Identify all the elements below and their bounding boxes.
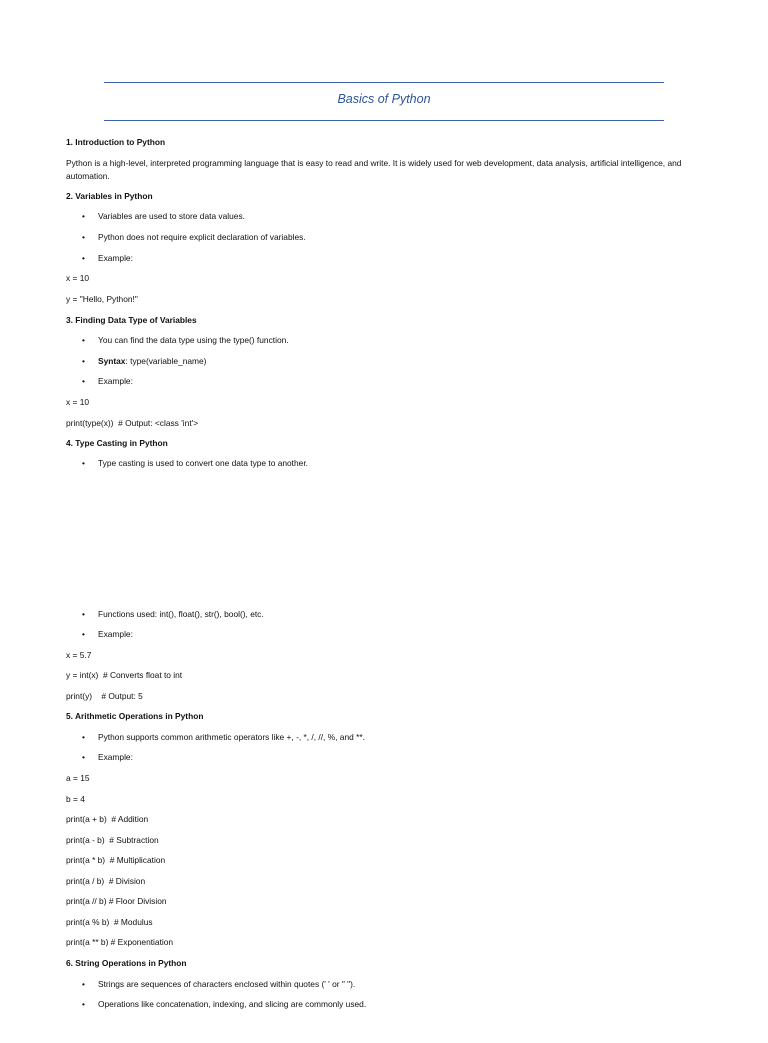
code-line: print(a / b) # Division xyxy=(66,876,146,886)
list-item-text: Operations like concatenation, indexing, and slicing are commonly used. xyxy=(98,999,367,1009)
section-1-heading: 1. Introduction to Python xyxy=(66,137,166,147)
bullet-icon: • xyxy=(82,732,85,742)
bullet-icon: • xyxy=(82,335,85,345)
list-item-text: You can find the data type using the type() function. xyxy=(98,335,289,345)
syntax-label: Syntax xyxy=(98,356,126,366)
code-line: b = 4 xyxy=(66,794,85,804)
bullet-icon: • xyxy=(82,232,85,242)
code-line: print(a // b) # Floor Division xyxy=(66,896,167,906)
list-item-text: Functions used: int(), float(), str(), bool(), etc. xyxy=(98,609,264,619)
list-item-text: Variables are used to store data values. xyxy=(98,211,245,221)
list-item-text xyxy=(98,356,206,367)
list-item-text: Example: xyxy=(98,629,133,639)
bullet-icon: • xyxy=(82,752,85,762)
bullet-icon: • xyxy=(82,211,85,221)
bullet-icon: • xyxy=(82,999,85,1009)
list-item-text: Python does not require explicit declaration of variables. xyxy=(98,232,306,242)
code-line: x = 10 xyxy=(66,397,90,407)
document-title: Basics of Python xyxy=(337,92,431,106)
section-1-paragraph: Python is a high-level, interpreted programming language that is easy to read and write. It is widely used for web development, data analysis, artificial intelligence, and automation. xyxy=(66,158,682,181)
bullet-icon: • xyxy=(82,356,85,366)
code-line: x = 5.7 xyxy=(66,650,92,660)
code-line: a = 15 xyxy=(66,773,90,783)
list-item-text: Python supports common arithmetic operators like +, -, *, /, //, %, and **. xyxy=(98,732,365,742)
code-line: print(a ** b) # Exponentiation xyxy=(66,937,174,947)
code-line: print(a * b) # Multiplication xyxy=(66,855,166,865)
code-line: print(a + b) # Addition xyxy=(66,814,149,824)
bullet-icon: • xyxy=(82,629,85,639)
section-6-heading: 6. String Operations in Python xyxy=(66,958,187,968)
code-line: x = 10 xyxy=(66,273,90,283)
bullet-icon: • xyxy=(82,253,85,263)
code-line: print(type(x)) # Output: <class 'int'> xyxy=(66,418,199,428)
syntax-text: : type(variable_name) xyxy=(125,356,207,366)
list-item-text: Example: xyxy=(98,253,133,263)
list-item xyxy=(82,458,308,502)
list-item-text: Strings are sequences of characters enclosed within quotes (' ' or " "). xyxy=(98,979,356,989)
title-bottom-rule xyxy=(104,120,664,121)
list-item-text: Example: xyxy=(98,752,133,762)
section-5-heading: 5. Arithmetic Operations in Python xyxy=(66,711,204,721)
code-line: print(a - b) # Subtraction xyxy=(66,835,159,845)
bullet-icon: • xyxy=(82,376,85,386)
list-item-text: Example: xyxy=(98,376,133,386)
bullet-icon: • xyxy=(82,979,85,989)
code-line: print(a % b) # Modulus xyxy=(66,917,153,927)
code-line: y = int(x) # Converts float to int xyxy=(66,670,183,680)
list-item xyxy=(82,999,367,1043)
bullet-icon: • xyxy=(82,458,85,468)
code-line: y = "Hello, Python!" xyxy=(66,294,138,304)
title-top-rule xyxy=(104,82,664,83)
list-item-text: Type casting is used to convert one data type to another. xyxy=(98,458,308,468)
section-3-heading: 3. Finding Data Type of Variables xyxy=(66,315,197,325)
section-2-heading: 2. Variables in Python xyxy=(66,191,153,201)
code-line: print(y) # Output: 5 xyxy=(66,691,143,701)
section-4-heading: 4. Type Casting in Python xyxy=(66,438,168,448)
bullet-icon: • xyxy=(82,609,85,619)
